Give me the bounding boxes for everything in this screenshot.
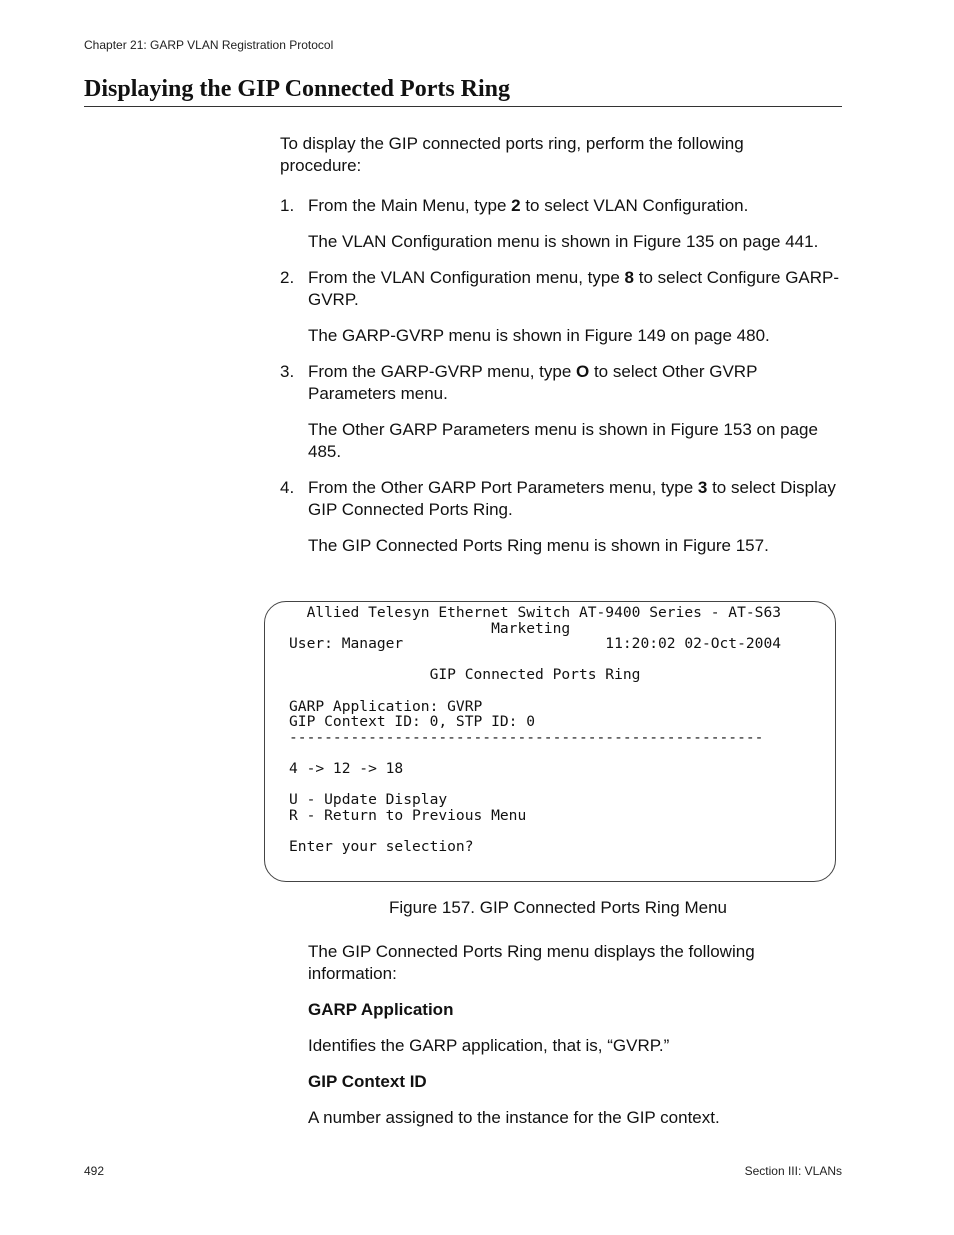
step-text-pre: From the GARP-GVRP menu, type [308,362,576,381]
procedure-step [280,195,845,253]
terminal-line: GIP Connected Ports Ring [289,666,641,684]
step-note: The VLAN Configuration menu is shown in Figure 135 on page 441. [308,232,819,251]
step-instruction [308,361,845,405]
description-block [308,941,828,1143]
step-number: 1. [280,196,295,215]
step-key: O [576,362,590,381]
step-text-post: to select Display GIP Connected Ports Ring. [308,478,836,519]
step-note: The GARP-GVRP menu is shown in Figure 149 on page 480. [308,326,770,345]
terminal-line: Enter your selection? [289,837,474,855]
terminal-line: Marketing [289,619,571,637]
step-instruction [308,267,845,311]
step-text-pre: From the Other GARP Port Parameters menu, type [308,478,698,497]
intro-paragraph: To display the GIP connected ports ring, perform the following procedure: [280,134,744,175]
step-text-pre: From the VLAN Configuration menu, type [308,268,625,287]
procedure-step [280,477,845,557]
step-key: 2 [511,196,521,215]
terminal-line: GIP Context ID: 0, STP ID: 0 [289,713,536,731]
procedure-step [280,267,845,347]
figure-caption: Figure 157. GIP Connected Ports Ring Menu [389,898,727,917]
step-note: The Other GARP Parameters menu is shown in Figure 153 on page 485. [308,420,818,461]
terminal-line: ------------------------------------------------------ [289,728,764,746]
procedure-steps [280,195,845,571]
step-key: 8 [624,268,635,287]
step-number: 3. [280,362,295,381]
section-title: Displaying the GIP Connected Ports Ring [84,76,842,107]
definition-term: GIP Context ID [308,1072,427,1091]
terminal-line: 4 -> 12 -> 18 [289,759,404,777]
footer-section: Section III: VLANs [744,1164,842,1178]
step-key: 3 [697,478,708,497]
step-text-post: to select VLAN Configuration. [520,196,749,215]
description-intro: The GIP Connected Ports Ring menu displays the following information: [308,942,755,983]
step-note: The GIP Connected Ports Ring menu is shown in Figure 157. [308,536,769,555]
step-instruction [308,195,845,217]
terminal-screen [289,605,781,855]
definition-text: A number assigned to the instance for the GIP context. [308,1108,720,1127]
terminal-line: U - Update Display [289,791,448,809]
step-text-pre: From the Main Menu, type [308,196,512,215]
procedure-step [280,361,845,463]
step-number: 2. [280,268,295,287]
terminal-line: R - Return to Previous Menu [289,806,527,824]
step-number: 4. [280,478,295,497]
page-number: 492 [84,1164,105,1178]
step-text-post: to select Configure GARP-GVRP. [308,268,840,309]
terminal-line: GARP Application: GVRP [289,697,483,715]
definition-term: GARP Application [308,1000,454,1019]
terminal-line: Allied Telesyn Ethernet Switch AT-9400 Series - AT-S63 [289,604,782,621]
running-header: Chapter 21: GARP VLAN Registration Protocol [84,38,334,52]
step-instruction [308,477,845,521]
terminal-line: User: Manager 11:20:02 02-Oct-2004 [289,635,782,653]
step-text-post: to select Other GVRP Parameters menu. [308,362,758,403]
definition-text: Identifies the GARP application, that is, “GVRP.” [308,1036,670,1055]
